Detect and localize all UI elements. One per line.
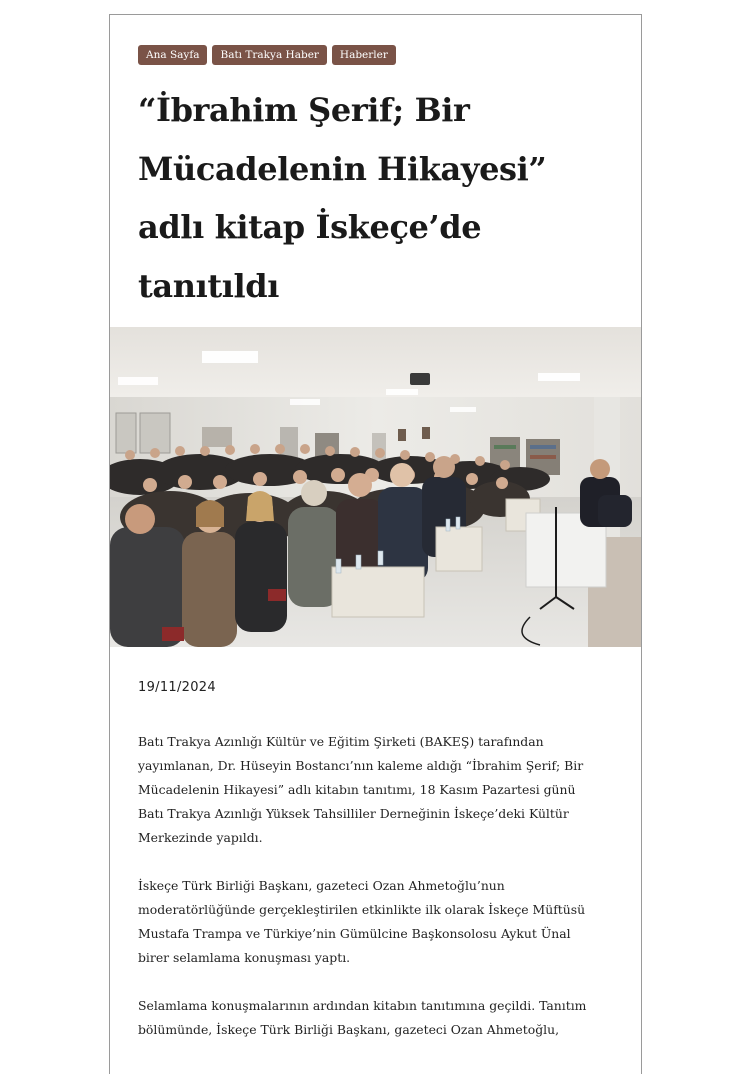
text-line: Selamlama konuşmalarının ardından kitabın tanıtımına geçildi. Tanıtım (138, 998, 587, 1013)
text-line: Batı Trakya Azınlığı Kültür ve Eğitim Şirketi (BAKEŞ) tarafından (138, 734, 544, 749)
paragraph (138, 874, 618, 970)
text-line: İskeçe Türk Birliği Başkanı, gazeteci Ozan Ahmetoğlu’nun (138, 878, 505, 893)
title-line: tanıtıldı (138, 266, 279, 305)
text-line: Merkezinde yapıldı. (138, 830, 263, 845)
text-line: birer selamlama konuşması yaptı. (138, 950, 351, 965)
text-line: Batı Trakya Azınlığı Yüksek Tahsilliler Derneğinin İskeçe’deki Kültür (138, 806, 569, 821)
breadcrumb-bati-trakya-haber-link[interactable]: Batı Trakya Haber (212, 45, 326, 65)
article-body (138, 730, 618, 1066)
article-card (109, 14, 642, 1074)
paragraph (138, 994, 618, 1042)
text-line: yayımlanan, Dr. Hüseyin Bostancı’nın kaleme aldığı “İbrahim Şerif; Bir (138, 758, 584, 773)
title-line: adlı kitap İskeçe’de (138, 208, 482, 246)
article-photo (110, 327, 642, 647)
breadcrumb-haberler-link[interactable]: Haberler (332, 45, 396, 65)
text-line: Mustafa Trampa ve Türkiye’nin Gümülcine Başkonsolosu Aykut Ünal (138, 926, 571, 941)
article-date: 19/11/2024 (138, 680, 216, 695)
text-line: Mücadelenin Hikayesi” adlı kitabın tanıtımı, 18 Kasım Pazartesi günü (138, 782, 576, 797)
paragraph (138, 730, 618, 850)
breadcrumb-home-link[interactable]: Ana Sayfa (138, 45, 207, 65)
text-line: bölümünde, İskeçe Türk Birliği Başkanı, gazeteci Ozan Ahmetoğlu, (138, 1022, 560, 1037)
title-line: Mücadelenin Hikayesi” (138, 149, 547, 188)
text-line: moderatörlüğünde gerçekleştirilen etkinlikte ilk olarak İskeçe Müftüsü (138, 902, 586, 917)
article-title (138, 81, 608, 315)
breadcrumb (138, 45, 396, 65)
title-line: “İbrahim Şerif; Bir (138, 91, 470, 129)
